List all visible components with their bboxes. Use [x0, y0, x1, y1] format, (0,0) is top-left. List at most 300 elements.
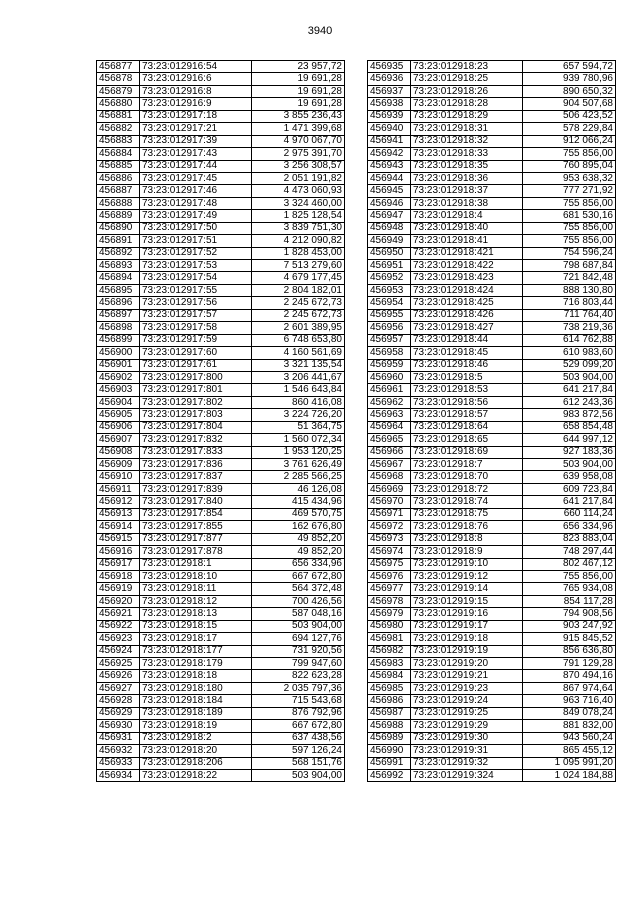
value-cell: 641 217,84: [523, 384, 616, 396]
table-row: [368, 434, 616, 446]
cadastral-number-cell: 73:23:012918:177: [140, 645, 252, 657]
value-cell: 19 691,28: [252, 85, 345, 97]
table-row: [97, 334, 345, 346]
cadastral-number-cell: 73:23:012918:32: [411, 135, 523, 147]
table-row: [368, 483, 616, 495]
table-row: [97, 272, 345, 284]
cadastral-number-cell: 73:23:012918:206: [140, 757, 252, 769]
cadastral-number-cell: 73:23:012918:41: [411, 235, 523, 247]
cadastral-number-cell: 73:23:012918:23: [411, 61, 523, 73]
record-number-cell: 456989: [368, 732, 411, 744]
value-cell: 755 856,00: [523, 570, 616, 582]
value-cell: 529 099,20: [523, 359, 616, 371]
table-row: [368, 446, 616, 458]
table-row: [97, 359, 345, 371]
value-cell: 700 426,56: [252, 595, 345, 607]
cadastral-number-cell: 73:23:012917:803: [140, 409, 252, 421]
cadastral-number-cell: 73:23:012916:8: [140, 85, 252, 97]
cadastral-number-cell: 73:23:012918:33: [411, 148, 523, 160]
record-number-cell: 456942: [368, 148, 411, 160]
value-cell: 822 623,28: [252, 670, 345, 682]
value-cell: 854 117,28: [523, 595, 616, 607]
cadastral-number-cell: 73:23:012917:800: [140, 371, 252, 383]
value-cell: 2 245 672,73: [252, 297, 345, 309]
value-cell: 49 852,20: [252, 533, 345, 545]
record-number-cell: 456954: [368, 297, 411, 309]
table-row: [97, 222, 345, 234]
record-number-cell: 456941: [368, 135, 411, 147]
table-row: [97, 757, 345, 769]
record-number-cell: 456968: [368, 471, 411, 483]
table-row: [368, 235, 616, 247]
record-number-cell: 456951: [368, 260, 411, 272]
table-row: [97, 459, 345, 471]
record-number-cell: 456972: [368, 521, 411, 533]
cadastral-number-cell: 73:23:012917:39: [140, 135, 252, 147]
table-row: [97, 434, 345, 446]
cadastral-number-cell: 73:23:012919:12: [411, 570, 523, 582]
record-number-cell: 456933: [97, 757, 140, 769]
record-number-cell: 456882: [97, 123, 140, 135]
record-number-cell: 456913: [97, 508, 140, 520]
value-cell: 1 953 120,25: [252, 446, 345, 458]
cadastral-number-cell: 73:23:012918:13: [140, 608, 252, 620]
record-number-cell: 456963: [368, 409, 411, 421]
cadastral-number-cell: 73:23:012917:802: [140, 396, 252, 408]
record-number-cell: 456898: [97, 322, 140, 334]
cadastral-number-cell: 73:23:012919:31: [411, 745, 523, 757]
table-row: [368, 645, 616, 657]
cadastral-number-cell: 73:23:012918:426: [411, 309, 523, 321]
cadastral-number-cell: 73:23:012918:25: [411, 73, 523, 85]
record-number-cell: 456934: [97, 769, 140, 781]
value-cell: 716 803,44: [523, 297, 616, 309]
cadastral-number-cell: 73:23:012917:804: [140, 421, 252, 433]
value-cell: 639 958,08: [523, 471, 616, 483]
value-cell: 2 601 389,95: [252, 322, 345, 334]
table-row: [368, 496, 616, 508]
value-cell: 856 636,80: [523, 645, 616, 657]
table-row: [97, 421, 345, 433]
cadastral-number-cell: 73:23:012917:59: [140, 334, 252, 346]
cadastral-number-cell: 73:23:012918:5: [411, 371, 523, 383]
table-row: [97, 247, 345, 259]
record-number-cell: 456880: [97, 98, 140, 110]
record-number-cell: 456961: [368, 384, 411, 396]
table-row: [368, 135, 616, 147]
record-number-cell: 456891: [97, 235, 140, 247]
cadastral-number-cell: 73:23:012918:28: [411, 98, 523, 110]
record-number-cell: 456948: [368, 222, 411, 234]
record-number-cell: 456930: [97, 720, 140, 732]
cadastral-number-cell: 73:23:012917:839: [140, 483, 252, 495]
table-row: [368, 334, 616, 346]
cadastral-number-cell: 73:23:012918:1: [140, 558, 252, 570]
table-row: [97, 558, 345, 570]
cadastral-number-cell: 73:23:012917:46: [140, 185, 252, 197]
record-number-cell: 456906: [97, 421, 140, 433]
right-register-table: [367, 60, 616, 782]
table-row: [97, 508, 345, 520]
cadastral-number-cell: 73:23:012918:20: [140, 745, 252, 757]
value-cell: 4 473 060,93: [252, 185, 345, 197]
table-row: [368, 160, 616, 172]
value-cell: 597 126,24: [252, 745, 345, 757]
cadastral-number-cell: 73:23:012917:878: [140, 546, 252, 558]
record-number-cell: 456953: [368, 284, 411, 296]
table-row: [97, 197, 345, 209]
value-cell: 7 513 279,60: [252, 260, 345, 272]
table-row: [368, 620, 616, 632]
cadastral-number-cell: 73:23:012918:40: [411, 222, 523, 234]
cadastral-number-cell: 73:23:012919:10: [411, 558, 523, 570]
value-cell: 23 957,72: [252, 61, 345, 73]
table-row: [97, 583, 345, 595]
cadastral-number-cell: 73:23:012918:72: [411, 483, 523, 495]
value-cell: 890 650,32: [523, 85, 616, 97]
value-cell: 610 983,60: [523, 347, 616, 359]
record-number-cell: 456911: [97, 483, 140, 495]
record-number-cell: 456935: [368, 61, 411, 73]
value-cell: 849 078,24: [523, 707, 616, 719]
record-number-cell: 456921: [97, 608, 140, 620]
table-row: [368, 260, 616, 272]
cadastral-number-cell: 73:23:012918:44: [411, 334, 523, 346]
table-row: [97, 595, 345, 607]
record-number-cell: 456905: [97, 409, 140, 421]
table-row: [368, 570, 616, 582]
table-row: [368, 546, 616, 558]
record-number-cell: 456943: [368, 160, 411, 172]
table-row: [368, 670, 616, 682]
table-row: [97, 682, 345, 694]
table-row: [368, 521, 616, 533]
cadastral-number-cell: 73:23:012917:877: [140, 533, 252, 545]
cadastral-number-cell: 73:23:012918:2: [140, 732, 252, 744]
table-row: [368, 384, 616, 396]
value-cell: 912 066,24: [523, 135, 616, 147]
table-row: [97, 172, 345, 184]
record-number-cell: 456879: [97, 85, 140, 97]
cadastral-number-cell: 73:23:012917:45: [140, 172, 252, 184]
cadastral-number-cell: 73:23:012918:45: [411, 347, 523, 359]
cadastral-number-cell: 73:23:012919:23: [411, 682, 523, 694]
value-cell: 1 471 399,68: [252, 123, 345, 135]
record-number-cell: 456919: [97, 583, 140, 595]
cadastral-number-cell: 73:23:012917:52: [140, 247, 252, 259]
value-cell: 4 970 067,70: [252, 135, 345, 147]
cadastral-number-cell: 73:23:012918:70: [411, 471, 523, 483]
record-number-cell: 456956: [368, 322, 411, 334]
cadastral-number-cell: 73:23:012918:179: [140, 658, 252, 670]
value-cell: 791 129,28: [523, 658, 616, 670]
value-cell: 3 224 726,20: [252, 409, 345, 421]
record-number-cell: 456981: [368, 633, 411, 645]
cadastral-number-cell: 73:23:012918:53: [411, 384, 523, 396]
record-number-cell: 456910: [97, 471, 140, 483]
record-number-cell: 456944: [368, 172, 411, 184]
value-cell: 19 691,28: [252, 73, 345, 85]
value-cell: 1 024 184,88: [523, 769, 616, 781]
table-row: [97, 98, 345, 110]
cadastral-number-cell: 73:23:012917:801: [140, 384, 252, 396]
record-number-cell: 456973: [368, 533, 411, 545]
value-cell: 587 048,16: [252, 608, 345, 620]
cadastral-number-cell: 73:23:012917:58: [140, 322, 252, 334]
table-row: [368, 745, 616, 757]
table-row: [368, 769, 616, 781]
table-row: [97, 720, 345, 732]
record-number-cell: 456980: [368, 620, 411, 632]
table-row: [97, 185, 345, 197]
cadastral-number-cell: 73:23:012918:26: [411, 85, 523, 97]
value-cell: 2 051 191,82: [252, 172, 345, 184]
record-number-cell: 456907: [97, 434, 140, 446]
cadastral-number-cell: 73:23:012917:832: [140, 434, 252, 446]
record-number-cell: 456984: [368, 670, 411, 682]
value-cell: 888 130,80: [523, 284, 616, 296]
value-cell: 939 780,96: [523, 73, 616, 85]
value-cell: 738 219,36: [523, 322, 616, 334]
value-cell: 865 455,12: [523, 745, 616, 757]
cadastral-number-cell: 73:23:012918:75: [411, 508, 523, 520]
table-row: [368, 459, 616, 471]
record-number-cell: 456940: [368, 123, 411, 135]
cadastral-number-cell: 73:23:012918:64: [411, 421, 523, 433]
value-cell: 609 723,84: [523, 483, 616, 495]
record-number-cell: 456885: [97, 160, 140, 172]
value-cell: 503 904,00: [252, 620, 345, 632]
cadastral-number-cell: 73:23:012916:54: [140, 61, 252, 73]
cadastral-number-cell: 73:23:012917:44: [140, 160, 252, 172]
page-number: 3940: [307, 25, 333, 37]
record-number-cell: 456877: [97, 61, 140, 73]
table-row: [368, 309, 616, 321]
value-cell: 6 748 653,80: [252, 334, 345, 346]
record-number-cell: 456971: [368, 508, 411, 520]
cadastral-number-cell: 73:23:012918:11: [140, 583, 252, 595]
table-row: [368, 558, 616, 570]
record-number-cell: 456892: [97, 247, 140, 259]
record-number-cell: 456897: [97, 309, 140, 321]
value-cell: 612 243,36: [523, 396, 616, 408]
value-cell: 667 672,80: [252, 570, 345, 582]
record-number-cell: 456889: [97, 210, 140, 222]
record-number-cell: 456881: [97, 110, 140, 122]
record-number-cell: 456949: [368, 235, 411, 247]
table-row: [97, 135, 345, 147]
value-cell: 51 364,75: [252, 421, 345, 433]
value-cell: 614 762,88: [523, 334, 616, 346]
value-cell: 754 596,24: [523, 247, 616, 259]
value-cell: 469 570,75: [252, 508, 345, 520]
record-number-cell: 456959: [368, 359, 411, 371]
cadastral-number-cell: 73:23:012918:19: [140, 720, 252, 732]
cadastral-number-cell: 73:23:012917:43: [140, 148, 252, 160]
table-row: [368, 658, 616, 670]
value-cell: 983 872,56: [523, 409, 616, 421]
cadastral-number-cell: 73:23:012918:427: [411, 322, 523, 334]
cadastral-number-cell: 73:23:012918:22: [140, 769, 252, 781]
table-row: [368, 595, 616, 607]
table-row: [368, 608, 616, 620]
value-cell: 943 560,24: [523, 732, 616, 744]
cadastral-number-cell: 73:23:012918:35: [411, 160, 523, 172]
cadastral-number-cell: 73:23:012919:18: [411, 633, 523, 645]
record-number-cell: 456969: [368, 483, 411, 495]
cadastral-number-cell: 73:23:012918:180: [140, 682, 252, 694]
record-number-cell: 456939: [368, 110, 411, 122]
record-number-cell: 456924: [97, 645, 140, 657]
table-row: [368, 110, 616, 122]
record-number-cell: 456957: [368, 334, 411, 346]
table-row: [97, 384, 345, 396]
table-row: [97, 620, 345, 632]
cadastral-number-cell: 73:23:012919:21: [411, 670, 523, 682]
record-number-cell: 456890: [97, 222, 140, 234]
value-cell: 760 895,04: [523, 160, 616, 172]
table-row: [368, 471, 616, 483]
table-row: [368, 359, 616, 371]
cadastral-number-cell: 73:23:012919:15: [411, 595, 523, 607]
record-number-cell: 456923: [97, 633, 140, 645]
table-row: [97, 110, 345, 122]
table-row: [368, 85, 616, 97]
record-number-cell: 456926: [97, 670, 140, 682]
table-row: [368, 98, 616, 110]
table-row: [97, 322, 345, 334]
value-cell: 2 285 566,25: [252, 471, 345, 483]
value-cell: 19 691,28: [252, 98, 345, 110]
value-cell: 415 434,96: [252, 496, 345, 508]
cadastral-number-cell: 73:23:012918:189: [140, 707, 252, 719]
record-number-cell: 456965: [368, 434, 411, 446]
value-cell: 798 687,84: [523, 260, 616, 272]
value-cell: 3 321 135,54: [252, 359, 345, 371]
cadastral-number-cell: 73:23:012917:49: [140, 210, 252, 222]
table-row: [97, 123, 345, 135]
value-cell: 3 324 460,00: [252, 197, 345, 209]
value-cell: 915 845,52: [523, 633, 616, 645]
table-row: [368, 707, 616, 719]
cadastral-number-cell: 73:23:012917:56: [140, 297, 252, 309]
record-number-cell: 456977: [368, 583, 411, 595]
value-cell: 904 507,68: [523, 98, 616, 110]
record-number-cell: 456950: [368, 247, 411, 259]
cadastral-number-cell: 73:23:012918:31: [411, 123, 523, 135]
cadastral-number-cell: 73:23:012918:8: [411, 533, 523, 545]
record-number-cell: 456945: [368, 185, 411, 197]
value-cell: 823 883,04: [523, 533, 616, 545]
table-row: [368, 284, 616, 296]
value-cell: 3 761 626,49: [252, 459, 345, 471]
record-number-cell: 456893: [97, 260, 140, 272]
table-row: [368, 633, 616, 645]
value-cell: 1 095 991,20: [523, 757, 616, 769]
value-cell: 963 716,40: [523, 695, 616, 707]
value-cell: 2 035 797,36: [252, 682, 345, 694]
value-cell: 1 828 453,00: [252, 247, 345, 259]
value-cell: 657 594,72: [523, 61, 616, 73]
value-cell: 578 229,84: [523, 123, 616, 135]
value-cell: 927 183,36: [523, 446, 616, 458]
record-number-cell: 456976: [368, 570, 411, 582]
cadastral-number-cell: 73:23:012918:57: [411, 409, 523, 421]
cadastral-number-cell: 73:23:012917:837: [140, 471, 252, 483]
cadastral-number-cell: 73:23:012917:61: [140, 359, 252, 371]
record-number-cell: 456887: [97, 185, 140, 197]
record-number-cell: 456909: [97, 459, 140, 471]
cadastral-number-cell: 73:23:012917:50: [140, 222, 252, 234]
cadastral-number-cell: 73:23:012919:30: [411, 732, 523, 744]
table-row: [97, 608, 345, 620]
table-row: [97, 570, 345, 582]
value-cell: 755 856,00: [523, 148, 616, 160]
cadastral-number-cell: 73:23:012918:37: [411, 185, 523, 197]
cadastral-number-cell: 73:23:012917:21: [140, 123, 252, 135]
table-row: [368, 583, 616, 595]
record-number-cell: 456946: [368, 197, 411, 209]
table-row: [368, 297, 616, 309]
table-row: [97, 347, 345, 359]
table-row: [368, 61, 616, 73]
cadastral-number-cell: 73:23:012919:324: [411, 769, 523, 781]
cadastral-number-cell: 73:23:012917:60: [140, 347, 252, 359]
record-number-cell: 456966: [368, 446, 411, 458]
cadastral-number-cell: 73:23:012918:65: [411, 434, 523, 446]
table-row: [97, 769, 345, 781]
table-row: [368, 533, 616, 545]
table-row: [97, 371, 345, 383]
record-number-cell: 456900: [97, 347, 140, 359]
record-number-cell: 456925: [97, 658, 140, 670]
record-number-cell: 456918: [97, 570, 140, 582]
record-number-cell: 456903: [97, 384, 140, 396]
value-cell: 506 423,52: [523, 110, 616, 122]
record-number-cell: 456937: [368, 85, 411, 97]
record-number-cell: 456932: [97, 745, 140, 757]
cadastral-number-cell: 73:23:012918:29: [411, 110, 523, 122]
cadastral-number-cell: 73:23:012918:7: [411, 459, 523, 471]
cadastral-number-cell: 73:23:012917:54: [140, 272, 252, 284]
cadastral-number-cell: 73:23:012918:38: [411, 197, 523, 209]
cadastral-number-cell: 73:23:012917:57: [140, 309, 252, 321]
record-number-cell: 456952: [368, 272, 411, 284]
cadastral-number-cell: 73:23:012918:15: [140, 620, 252, 632]
record-number-cell: 456967: [368, 459, 411, 471]
value-cell: 656 334,96: [523, 521, 616, 533]
cadastral-number-cell: 73:23:012918:4: [411, 210, 523, 222]
table-row: [368, 222, 616, 234]
record-number-cell: 456928: [97, 695, 140, 707]
value-cell: 860 416,08: [252, 396, 345, 408]
table-row: [97, 745, 345, 757]
value-cell: 2 975 391,70: [252, 148, 345, 160]
value-cell: 1 560 072,34: [252, 434, 345, 446]
cadastral-number-cell: 73:23:012918:9: [411, 546, 523, 558]
record-number-cell: 456964: [368, 421, 411, 433]
left-register-table: [96, 60, 345, 782]
cadastral-number-cell: 73:23:012918:69: [411, 446, 523, 458]
cadastral-number-cell: 73:23:012918:12: [140, 595, 252, 607]
table-row: [368, 695, 616, 707]
value-cell: 644 997,12: [523, 434, 616, 446]
table-row: [368, 123, 616, 135]
table-row: [97, 633, 345, 645]
table-row: [368, 757, 616, 769]
record-number-cell: 456912: [97, 496, 140, 508]
table-row: [97, 297, 345, 309]
